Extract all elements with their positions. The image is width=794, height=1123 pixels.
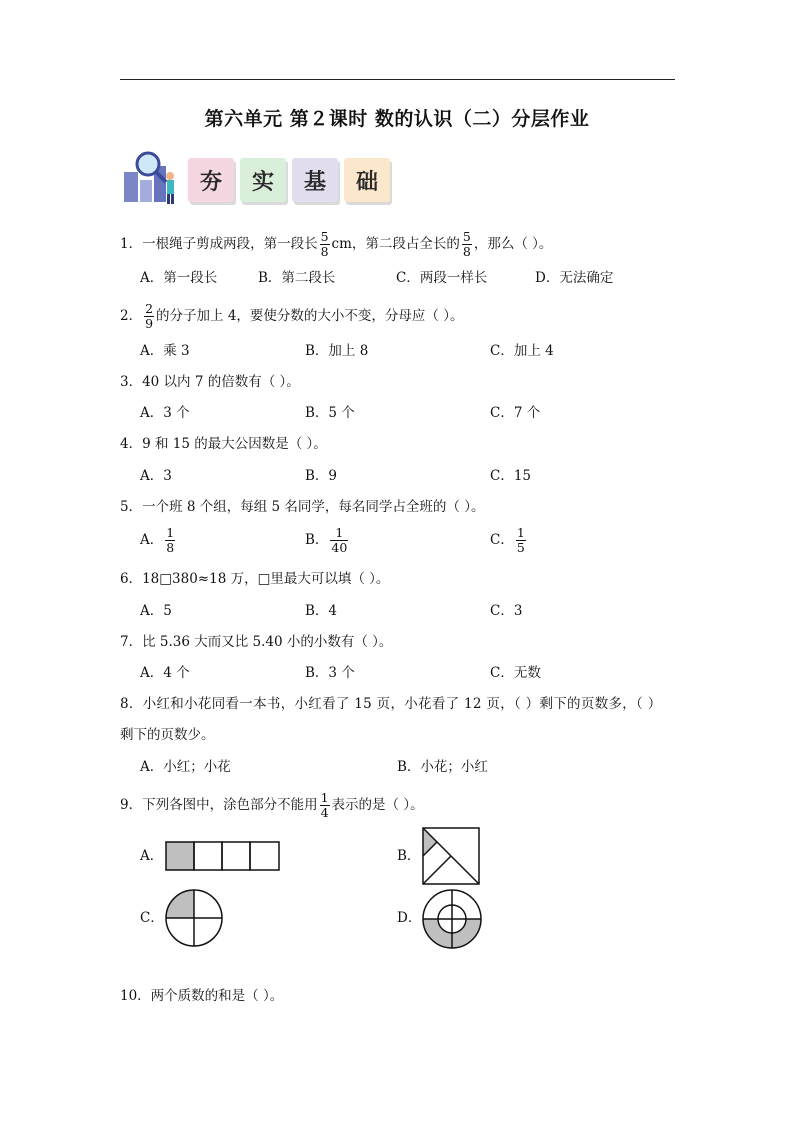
fraction: $\frac{1}{4}$ bbox=[320, 790, 329, 820]
q2-option-a: A．乘 3 bbox=[140, 343, 190, 359]
question-9: 9．下列各图中，涂色部分不能用 $\frac{1}{4}$ 表示的是（ ）。 bbox=[120, 790, 424, 820]
banner-tile-3: 基 bbox=[292, 158, 338, 202]
question-2: 2． $\frac{2}{9}$ 的分子加上 4，要使分数的大小不变，分母应（ ）。 bbox=[120, 301, 464, 331]
fraction: $\frac{1}{8}$ bbox=[166, 525, 175, 555]
question-8-line-1: 8．小红和小花同看一本书，小红看了 15 页，小花看了 12 页，（ ）剩下的页数多，（ ） bbox=[120, 696, 662, 712]
q2-option-b: B．加上 8 bbox=[305, 343, 369, 359]
q3-option-b: B．5 个 bbox=[305, 405, 355, 421]
q8-option-b: B．小花；小红 bbox=[397, 759, 488, 775]
q8-option-a: A．小红；小花 bbox=[140, 759, 231, 775]
q4-option-a: A．3 bbox=[140, 468, 172, 484]
q9-option-a-label: A． bbox=[140, 848, 164, 864]
header-rule bbox=[120, 79, 675, 80]
banner-tile-4: 础 bbox=[344, 158, 390, 202]
q7-option-c: C．无数 bbox=[490, 665, 541, 681]
fraction: $\frac{5}{8}$ bbox=[320, 229, 329, 259]
question-7: 7．比 5.36 大而又比 5.40 小的小数有（ ）。 bbox=[120, 634, 393, 650]
fraction: $\frac{2}{9}$ bbox=[145, 301, 154, 331]
study-magnifier-icon bbox=[118, 150, 184, 208]
question-4: 4．9 和 15 的最大公因数是（ ）。 bbox=[120, 436, 327, 452]
q7-option-a: A．4 个 bbox=[140, 665, 190, 681]
question-3: 3．40 以内 7 的倍数有（ ）。 bbox=[120, 374, 300, 390]
question-6: 6．18□380≈18 万，□里最大可以填（ ）。 bbox=[120, 571, 390, 587]
section-banner bbox=[118, 150, 408, 208]
question-10: 10．两个质数的和是（ ）。 bbox=[120, 988, 284, 1004]
q1-option-d: D．无法确定 bbox=[535, 270, 614, 286]
q4-option-b: B．9 bbox=[305, 468, 338, 484]
q1-option-a: A．第一段长 bbox=[140, 270, 218, 286]
question-5: 5．一个班 8 个组，每组 5 名同学，每名同学占全班的（ ）。 bbox=[120, 499, 485, 515]
question-1: 1．一根绳子剪成两段，第一段长 $\frac{5}{8}$ cm，第二段占全长的 $\frac{5}{8}$ ，那么（ ）。 bbox=[120, 229, 553, 259]
banner-tile-2: 实 bbox=[240, 158, 286, 202]
q9-figure-b bbox=[421, 826, 481, 886]
q9-figure-d bbox=[421, 888, 483, 950]
q6-option-b: B．4 bbox=[305, 603, 338, 619]
q7-option-b: B．3 个 bbox=[305, 665, 355, 681]
q3-option-a: A．3 个 bbox=[140, 405, 190, 421]
q6-option-c: C．3 bbox=[490, 603, 523, 619]
q9-figure-a bbox=[165, 841, 282, 871]
q9-option-c-label: C． bbox=[140, 910, 164, 926]
q5-option-b: B． $\frac{1}{40}$ bbox=[305, 525, 348, 555]
q1-option-b: B．第二段长 bbox=[258, 270, 336, 286]
q5-option-a: A． $\frac{1}{8}$ bbox=[140, 525, 175, 555]
banner-tile-1: 夯 bbox=[188, 158, 234, 202]
q1-option-c: C．两段一样长 bbox=[396, 270, 488, 286]
q9-figure-c bbox=[164, 888, 224, 948]
q4-option-c: C．15 bbox=[490, 468, 532, 484]
fraction: $\frac{1}{40}$ bbox=[331, 525, 348, 555]
q9-option-b-label: B． bbox=[397, 848, 421, 864]
q3-option-c: C．7 个 bbox=[490, 405, 541, 421]
page-title: 第六单元 第２课时 数的认识（二）分层作业 bbox=[204, 108, 590, 130]
fraction: $\frac{5}{8}$ bbox=[462, 229, 471, 259]
q9-option-d-label: D． bbox=[397, 910, 422, 926]
fraction: $\frac{1}{5}$ bbox=[516, 525, 525, 555]
q2-option-c: C．加上 4 bbox=[490, 343, 554, 359]
q5-option-c: C． $\frac{1}{5}$ bbox=[490, 525, 525, 555]
q6-option-a: A．5 bbox=[140, 603, 172, 619]
question-8-line-2: 剩下的页数少。 bbox=[120, 727, 215, 743]
